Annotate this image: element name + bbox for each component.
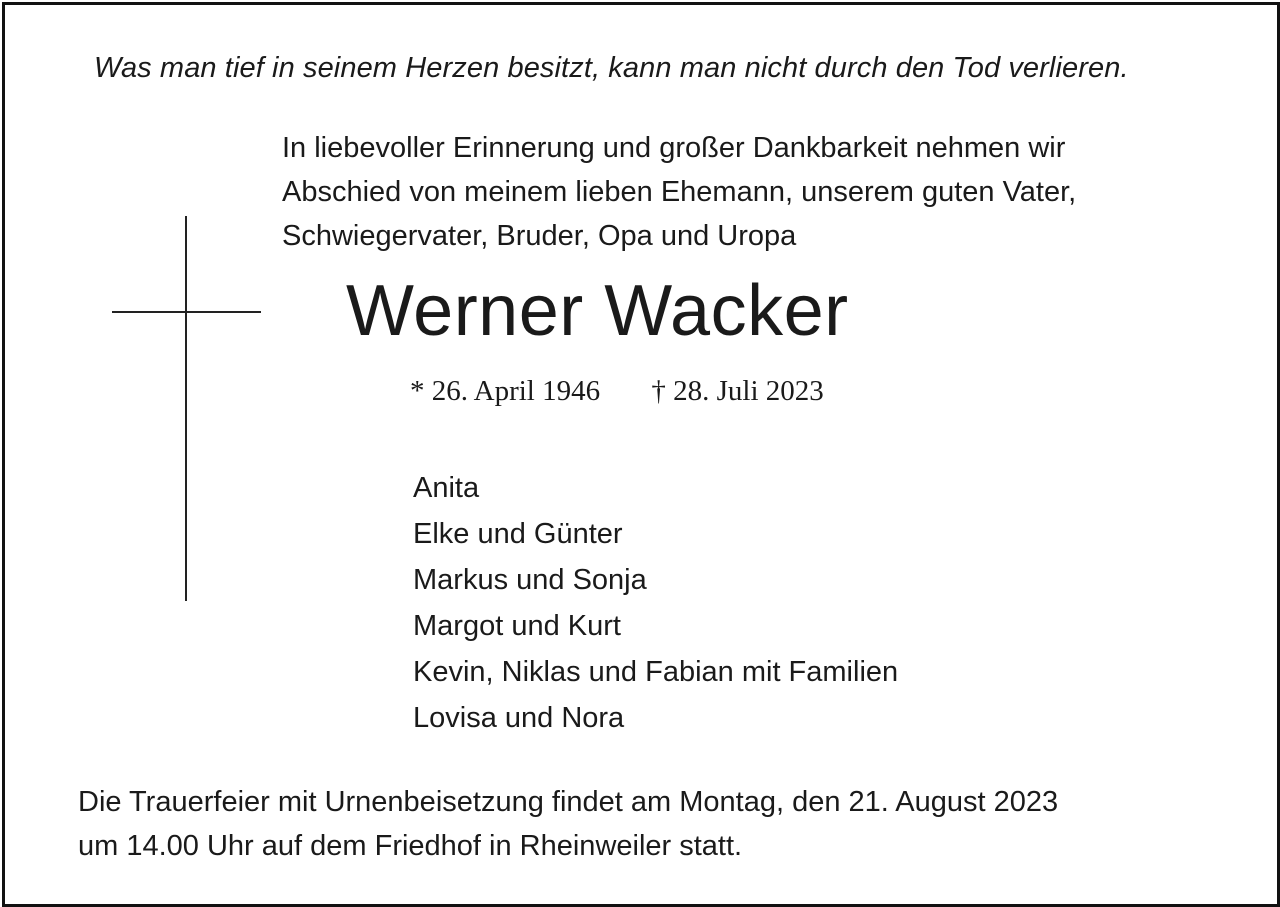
cross-vertical-bar — [185, 216, 187, 601]
intro-text — [282, 126, 1242, 258]
mourner-entry: Anita — [413, 472, 480, 504]
funeral-line: um 14.00 Uhr auf dem Friedhof in Rheinweiler statt. — [78, 830, 743, 862]
cross-horizontal-bar — [112, 311, 261, 313]
funeral-notice — [78, 780, 1058, 868]
birth-date: * 26. April 1946 — [410, 375, 601, 407]
mourners-list — [413, 465, 898, 741]
funeral-line: Die Trauerfeier mit Urnenbeisetzung findet am Montag, den 21. August 2023 — [78, 786, 1059, 818]
mourner-entry: Markus und Sonja — [413, 564, 647, 596]
mourner-entry: Lovisa und Nora — [413, 702, 625, 734]
mourner-entry: Kevin, Niklas und Fabian mit Familien — [413, 656, 899, 688]
deceased-name: Werner Wacker — [346, 271, 849, 351]
death-date: † 28. Juli 2023 — [651, 375, 824, 407]
intro-line: In liebevoller Erinnerung und großer Dankbarkeit nehmen wir — [282, 132, 1066, 164]
intro-line: Abschied von meinem lieben Ehemann, unserem guten Vater, — [282, 176, 1077, 208]
motto-quote: Was man tief in seinem Herzen besitzt, kann man nicht durch den Tod verlieren. — [94, 52, 1129, 84]
life-dates — [410, 375, 824, 408]
mourner-entry: Margot und Kurt — [413, 610, 621, 642]
mourner-entry: Elke und Günter — [413, 518, 623, 550]
intro-line: Schwiegervater, Bruder, Opa und Uropa — [282, 220, 797, 252]
